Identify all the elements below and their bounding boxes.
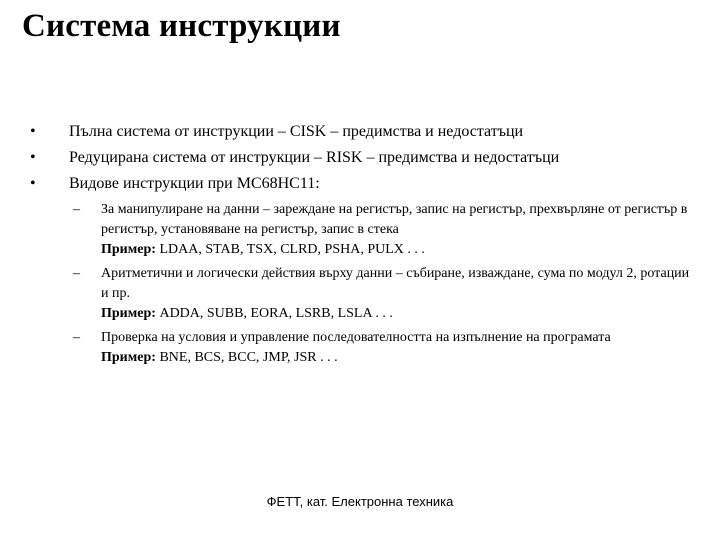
sub-text: За манипулиране на данни – зареждане на регистър, запис на регистър, прехвърляне от регистър в регистър, установяване на регистър, запис в стека (101, 202, 688, 237)
bullet-item-cisk (30, 119, 700, 145)
slide-footer: ФЕТТ, кат. Електронна техника (266, 494, 454, 509)
sub-item-arithmetic-logic (73, 264, 700, 324)
example-label: Пример: (101, 350, 156, 365)
example-label: Пример: (101, 242, 156, 257)
example-text: BNE, BCS, BCC, JMP, JSR . . . (155, 350, 338, 365)
bullet-text: Редуцирана система от инструкции – RISK – предимства и недостатъци (69, 149, 560, 166)
bullet-item-risk (30, 145, 700, 171)
dash-icon: – (73, 330, 80, 345)
bullet-dot-icon: • (30, 175, 36, 192)
bullet-item-instruction-types (30, 171, 700, 368)
sub-text: Аритметични и логически действия върху данни – събиране, изваждане, сума по модул 2, ротации и пр. (101, 266, 690, 301)
sub-item-flow-control (73, 328, 700, 368)
example-label: Пример: (101, 306, 156, 321)
dash-icon: – (73, 202, 80, 217)
bullet-dot-icon: • (30, 149, 36, 166)
bullet-dot-icon: • (30, 123, 36, 140)
bullet-text: Пълна система от инструкции – CISK – предимства и недостатъци (69, 123, 524, 140)
example-line (101, 304, 700, 324)
example-text: ADDA, SUBB, EORA, LSRB, LSLA . . . (155, 306, 393, 321)
bullet-list (30, 119, 700, 372)
dash-icon: – (73, 266, 80, 281)
example-line (101, 348, 700, 368)
sub-text: Проверка на условия и управление последователността на изпълнение на програмата (101, 330, 611, 345)
slide-title: Система инструкции (22, 8, 341, 44)
bullet-text: Видове инструкции при MC68HC11: (69, 175, 320, 192)
example-text: LDAA, STAB, TSX, CLRD, PSHA, PULX . . . (155, 242, 425, 257)
example-line (101, 240, 700, 260)
sub-item-data-manipulation (73, 200, 700, 260)
sub-list (73, 200, 700, 368)
